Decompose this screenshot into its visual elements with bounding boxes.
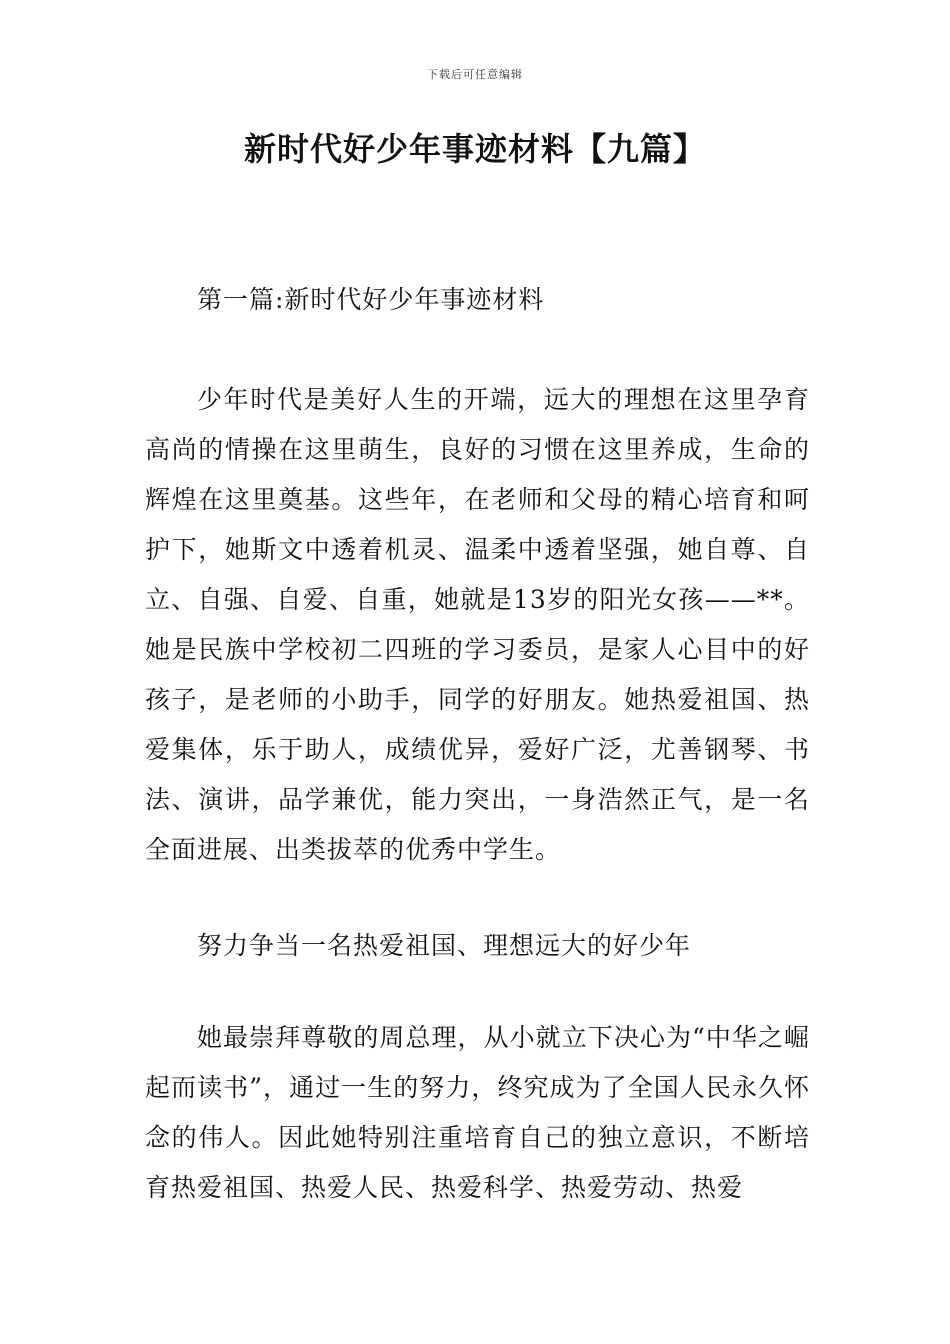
spacer [145,320,810,375]
subheading: 努力争当一名热爱祖国、理想远大的好少年 [197,931,692,960]
section-heading: 第一篇:新时代好少年事迹材料 [197,285,545,314]
document-body [145,280,810,1213]
body-paragraph-2: 她最崇拜尊敬的周总理，从小就立下决心为“中华之崛起而读书”，通过一生的努力，终究成为了全国人民永久怀念的伟人。因此她特别注重培育自己的独立意识，不断培育热爱祖国、热爱人民、热爱科学、热爱劳动、热爱 [145,1023,810,1202]
body-paragraph-1: 少年时代是美好人生的开端，远大的理想在这里孕育高尚的情操在这里萌生，良好的习惯在这里养成，生命的辉煌在这里奠基。这些年，在老师和父母的精心培育和呵护下，她斯文中透着机灵、温柔中透着坚强，她自尊、自立、自强、自爱、自重，她就是13岁的阳光女孩——**。她是民族中学校初二四班的学习委员，是家人心目中的好孩子，是老师的小助手，同学的好朋友。她热爱祖国、热爱集体，乐于助人，成绩优异，爱好广泛，尤善钢琴、书法、演讲，品学兼优，能力突出，一身浩然正气，是一名全面进展、出类拔萃的优秀中学生。 [145,385,810,864]
header-note: 下载后可任意编辑 [427,68,523,81]
document-title: 新时代好少年事迹材料【九篇】 [243,130,706,168]
spacer [145,875,810,926]
spacer [145,966,810,1013]
